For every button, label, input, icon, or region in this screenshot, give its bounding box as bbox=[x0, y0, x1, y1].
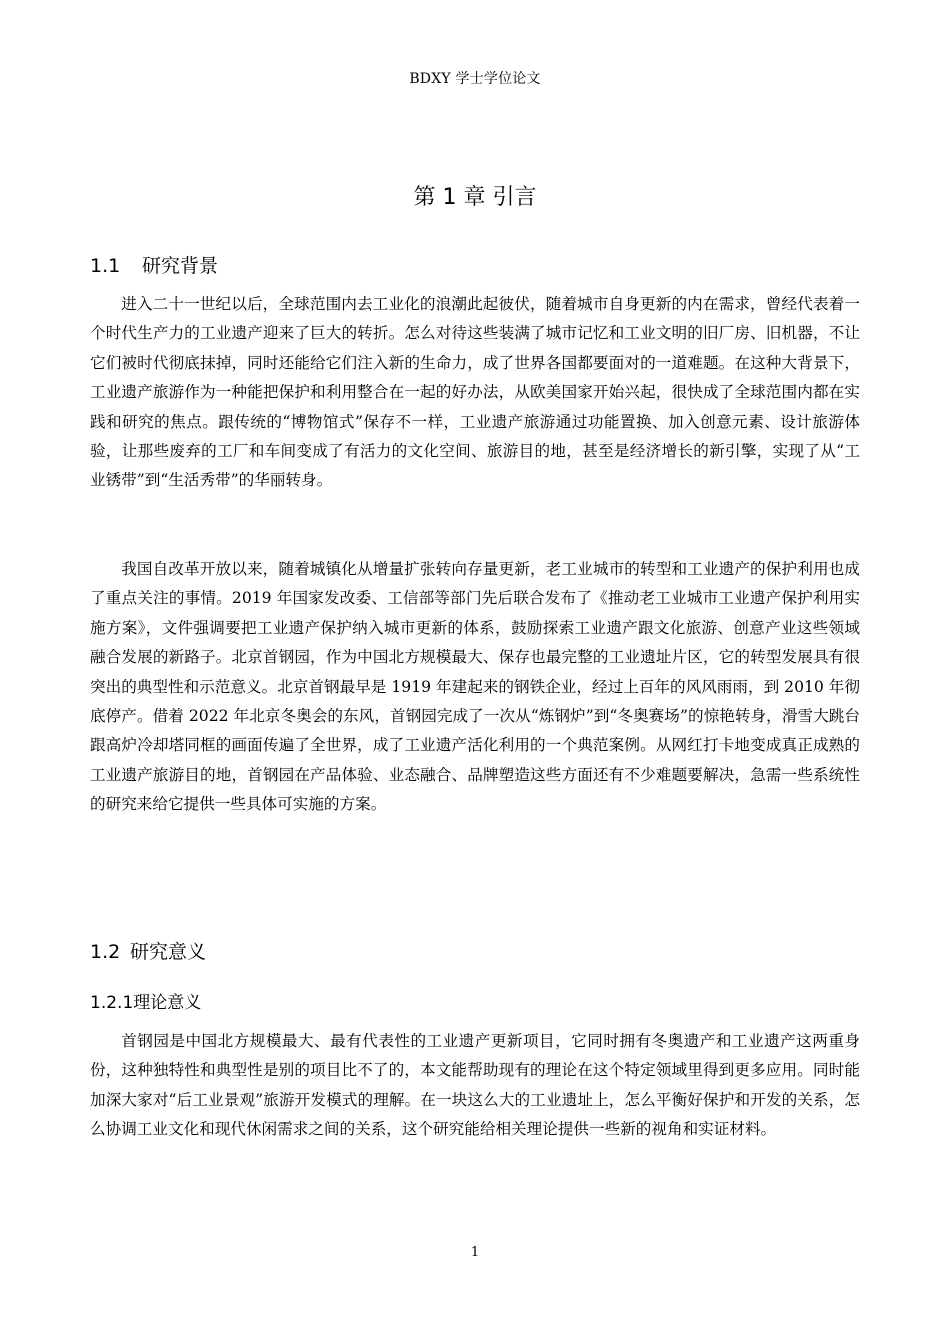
subsection-heading-1-2-1 bbox=[90, 988, 201, 1013]
section-title: 研究意义 bbox=[130, 941, 207, 963]
paragraph: 我国自改革开放以来，随着城镇化从增量扩张转向存量更新，老工业城市的转型和工业遗产的保护利用也成了重点关注的事情。2019 年国家发改委、工信部等部门先后联合发布了《推动老工业城市工业遗产保护利用实施方案》，文件强调要把工业遗产保护纳入城市更新的体系，鼓励探索工业遗产跟文化旅游、创意产业这些领域融合发展的新路子。北京首钢园，作为中国北方规模最大、保存也最完整的工业遗址片区，它的转型发展具有很突出的典型性和示范意义。北京首钢最早是 1919 年建起来的钢铁企业，经过上百年的风风雨雨，到 2010 年彻底停产。借着 2022 年北京冬奥会的东风，首钢园完成了一次从“炼钢炉”到“冬奥赛场”的惊艳转身，滑雪大跳台跟高炉冷却塔同框的画面传遍了全世界，成了工业遗产活化利用的一个典范案例。从网红打卡地变成真正成熟的工业遗产旅游目的地，首钢园在产品体验、业态融合、品牌塑造这些方面还有不少难题要解决，急需一些系统性的研究来给它提供一些具体可实施的方案。 bbox=[90, 560, 860, 814]
section-number: 1.1 bbox=[90, 255, 121, 277]
page-number: 1 bbox=[470, 1245, 480, 1260]
subsection-title: 理论意义 bbox=[133, 993, 202, 1013]
running-header: BDXY 学士学位论文 bbox=[409, 71, 541, 87]
section-number: 1.2 bbox=[90, 941, 121, 963]
paragraph: 进入二十一世纪以后，全球范围内去工业化的浪潮此起彼伏，随着城市自身更新的内在需求，曾经代表着一个时代生产力的工业遗产迎来了巨大的转折。怎么对待这些装满了城市记忆和工业文明的旧厂房、旧机器，不让它们被时代彻底抹掉，同时还能给它们注入新的生命力，成了世界各国都要面对的一道难题。在这种大背景下，工业遗产旅游作为一种能把保护和利用整合在一起的好办法，从欧美国家开始兴起，很快成了全球范围内都在实践和研究的焦点。跟传统的“博物馆式”保存不一样，工业遗产旅游通过功能置换、加入创意元素、设计旅游体验，让那些废弃的工厂和车间变成了有活力的文化空间、旅游目的地，甚至是经济增长的新引擎，实现了从“工业锈带”到“生活秀带”的华丽转身。 bbox=[90, 295, 860, 490]
section-heading-1-1 bbox=[90, 251, 218, 278]
section-title: 研究背景 bbox=[142, 255, 219, 277]
chapter-title: 第 1 章 引言 bbox=[413, 185, 537, 210]
paragraph: 首钢园是中国北方规模最大、最有代表性的工业遗产更新项目，它同时拥有冬奥遗产和工业遗产这两重身份，这种独特性和典型性是别的项目比不了的，本文能帮助现有的理论在这个特定领域里得到更多应用。同时能加深大家对“后工业景观”旅游开发模式的理解。在一块这么大的工业遗址上，怎么平衡好保护和开发的关系，怎么协调工业文化和现代休闲需求之间的关系，这个研究能给相关理论提供一些新的视角和实证材料。 bbox=[90, 1032, 860, 1139]
subsection-number: 1.2.1 bbox=[90, 993, 134, 1013]
section-heading-1-2 bbox=[90, 937, 206, 964]
